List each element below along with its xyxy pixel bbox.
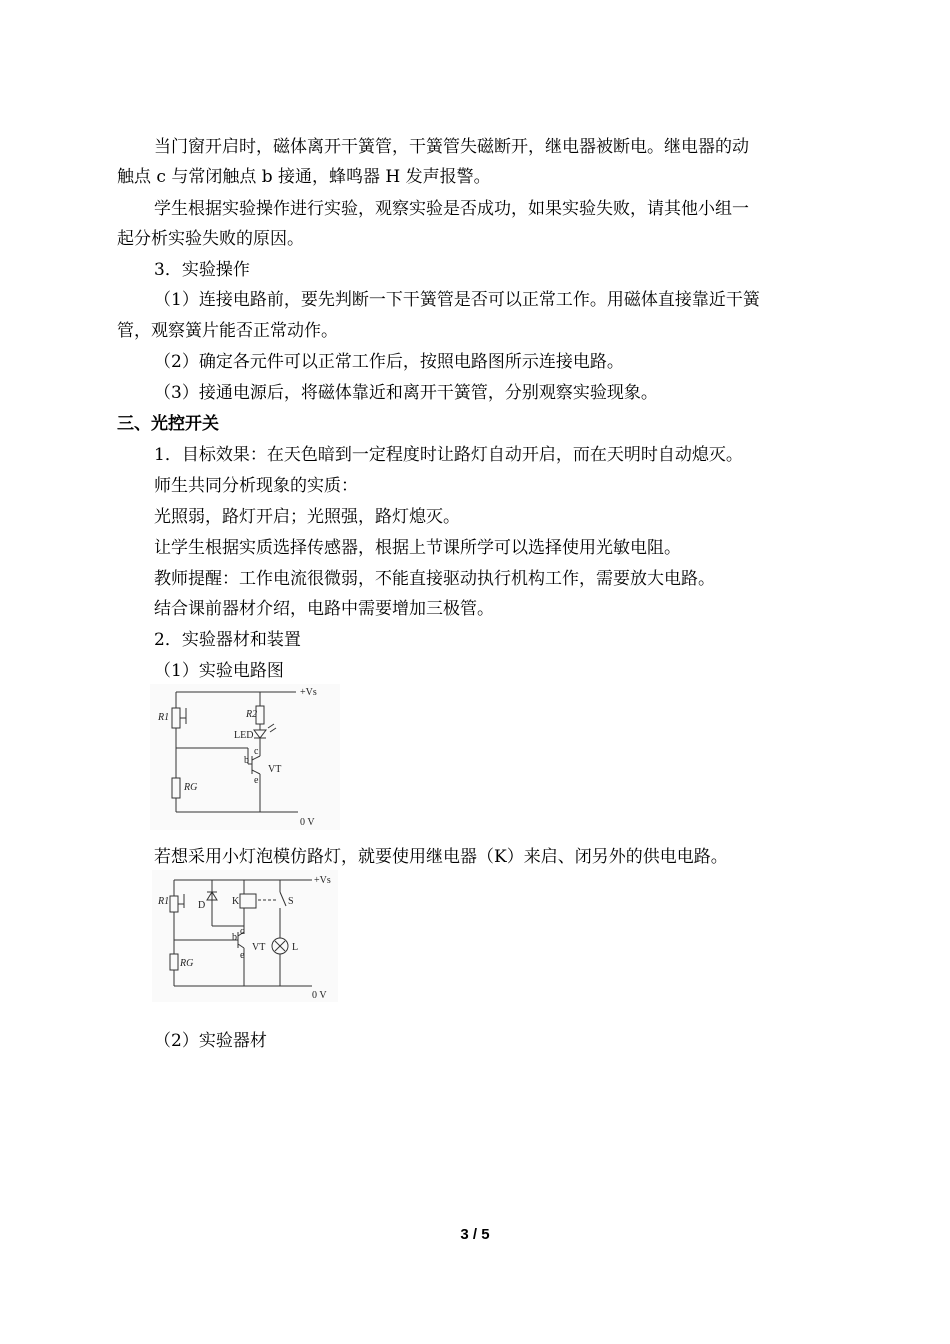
paragraph-line: 触点 c 与常闭触点 b 接通，蜂鸣器 H 发声报警。: [117, 167, 491, 187]
paragraph-line: （1）连接电路前，要先判断一下干簧管是否可以正常工作。用磁体直接靠近干簧: [154, 290, 760, 310]
paragraph-line: 管，观察簧片能否正常动作。: [117, 321, 338, 341]
paragraph-line: 当门窗开启时，磁体离开干簧管，干簧管失磁断开，继电器被断电。继电器的动: [154, 137, 749, 157]
section-heading: 三、光控开关: [117, 414, 219, 434]
paragraph-line: 若想采用小灯泡模仿路灯，就要使用继电器（K）来启、闭另外的供电电路。: [154, 847, 728, 867]
vs-label: +Vs: [300, 687, 317, 698]
diode-label: D: [198, 900, 206, 911]
paragraph-line: 学生根据实验操作进行实验，观察实验是否成功，如果实验失败，请其他小组一: [154, 199, 749, 219]
vs-label: +Vs: [314, 875, 331, 886]
paragraph-line: 师生共同分析现象的实质：: [154, 476, 358, 496]
circuit-diagram-2: [152, 870, 338, 1002]
paragraph-line: 起分析实验失败的原因。: [117, 229, 304, 249]
paragraph-line: 教师提醒：工作电流很微弱，不能直接驱动执行机构工作，需要放大电路。: [154, 569, 715, 589]
figure-caption: （2）实验器材: [154, 1031, 267, 1051]
rg-label: RG: [184, 782, 198, 793]
base-label: b: [244, 755, 249, 766]
section-subheading: 3．实验操作: [154, 260, 250, 280]
ground-label: 0 V: [312, 990, 327, 1001]
led-label: LED: [234, 730, 254, 741]
r2-label: R2: [246, 709, 258, 720]
page-number: 3 / 5: [460, 1226, 490, 1243]
paragraph-line: 结合课前器材介绍，电路中需要增加三极管。: [154, 599, 494, 619]
circuit-diagram-1: [150, 684, 340, 830]
paragraph-line: 让学生根据实质选择传感器，根据上节课所学可以选择使用光敏电阻。: [154, 538, 681, 558]
vt-label: VT: [252, 942, 266, 953]
emitter-label: e: [240, 950, 245, 961]
paragraph-line: 光照弱，路灯开启；光照强，路灯熄灭。: [154, 507, 460, 527]
r1-label: R1: [158, 896, 170, 907]
section-subheading: 2．实验器材和装置: [154, 630, 301, 650]
switch-s-label: S: [288, 896, 294, 907]
collector-label: c: [254, 746, 259, 757]
rg-label: RG: [180, 958, 194, 969]
paragraph-line: （2）确定各元件可以正常工作后，按照电路图所示连接电路。: [154, 352, 624, 372]
collector-label: c: [240, 926, 245, 937]
base-label: b: [232, 932, 237, 943]
paragraph-line: 1．目标效果：在天色暗到一定程度时让路灯自动开启，而在天明时自动熄灭。: [154, 445, 743, 465]
ground-label: 0 V: [300, 817, 315, 828]
lamp-l-label: L: [292, 942, 299, 953]
vt-label: VT: [268, 764, 282, 775]
paragraph-line: （3）接通电源后，将磁体靠近和离开干簧管，分别观察实验现象。: [154, 383, 658, 403]
figure-caption: （1）实验电路图: [154, 661, 284, 681]
relay-k-label: K: [232, 896, 240, 907]
emitter-label: e: [254, 775, 259, 786]
r1-label: R1: [158, 712, 170, 723]
